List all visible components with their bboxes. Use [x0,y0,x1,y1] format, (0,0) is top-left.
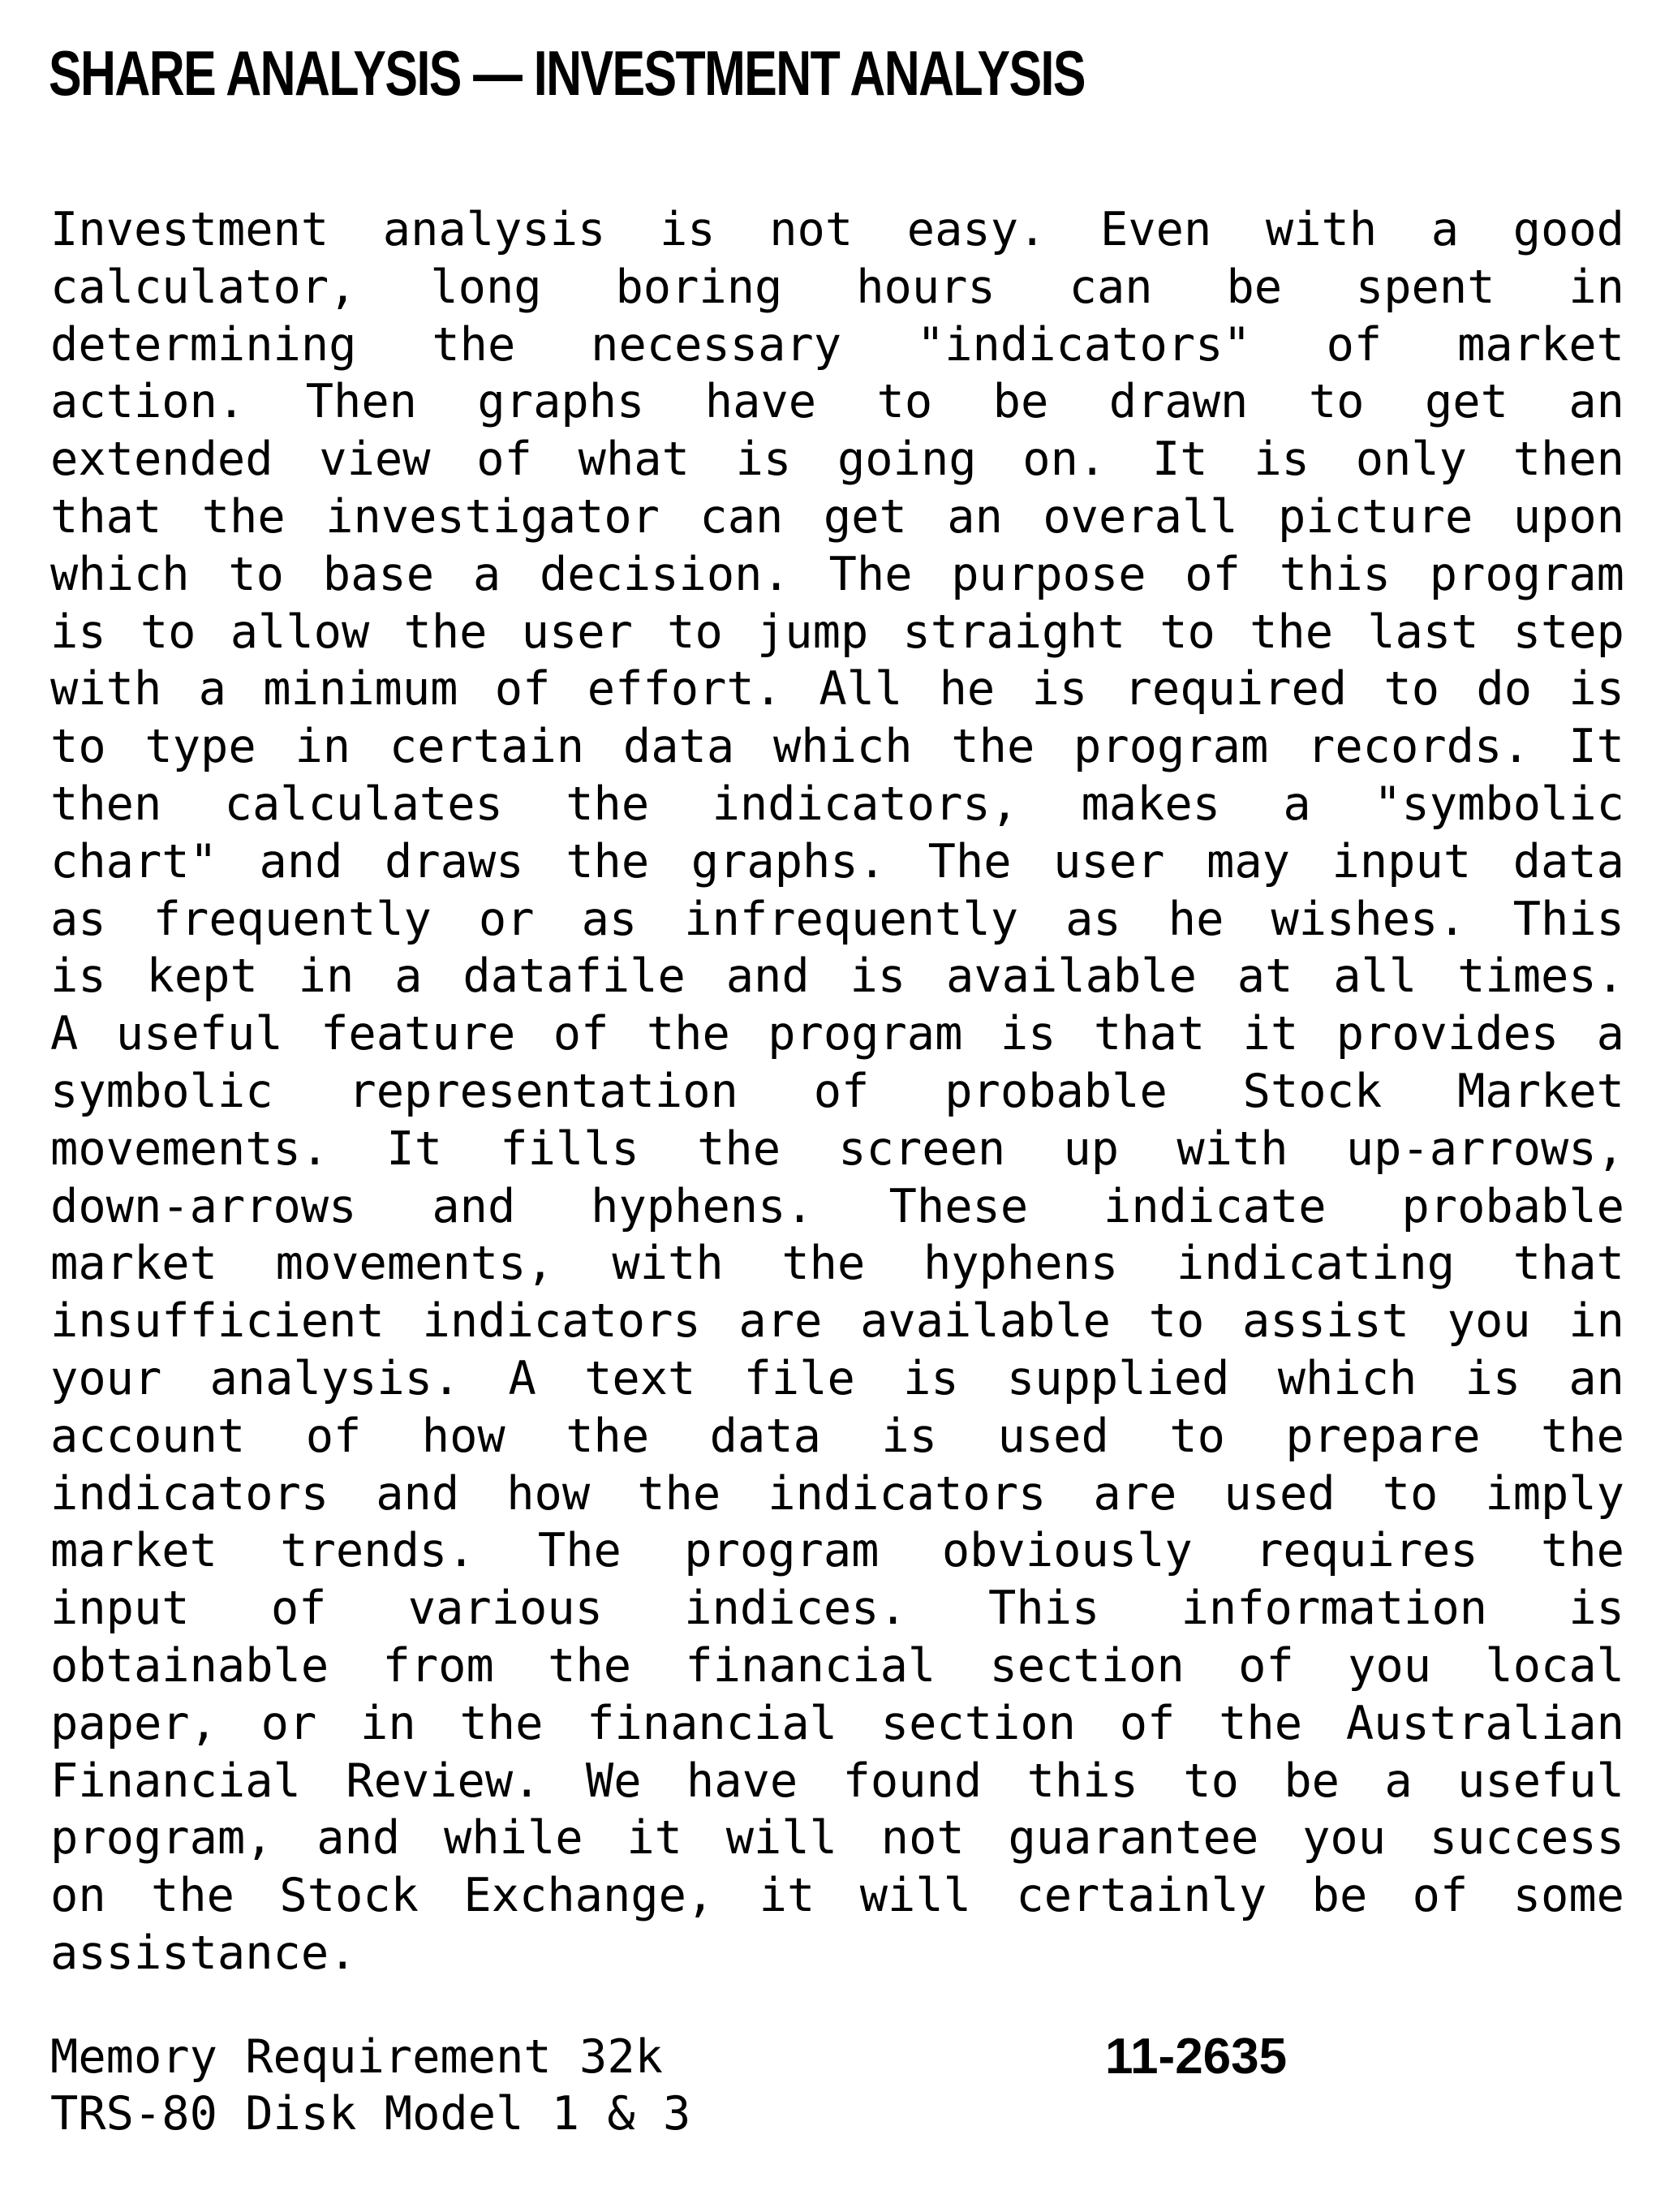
text-line: input of various indices. This information is [50,1582,1624,1636]
text-line: as frequently or as infrequently as he wishes. This [50,892,1624,946]
text-line: chart" and draws the graphs. The user may input data [50,834,1624,889]
text-line: paper, or in the financial section of the Australian [50,1696,1624,1750]
text-line: that the investigator can get an overall picture upon [50,489,1624,544]
text-line: to type in certain data which the program records. It [50,720,1624,774]
text-line: which to base a decision. The purpose of this program [50,547,1624,601]
text-line: your analysis. A text file is supplied which is an [50,1351,1624,1405]
system-requirement: TRS-80 Disk Model 1 & 3 [50,2087,691,2141]
product-code: 11-2635 [1105,2029,1288,2085]
footer-row-1 [50,2029,1624,2085]
product-footer [50,2029,1624,2142]
description-paragraph [50,201,1624,1982]
text-line: down-arrows and hyphens. These indicate probable [50,1179,1624,1233]
text-line: assistance. [50,1926,357,1980]
footer-row-2 [50,2085,1624,2142]
text-line: symbolic representation of probable Stock Market [50,1064,1624,1118]
text-line: Investment analysis is not easy. Even with a good [50,203,1624,256]
text-line: Financial Review. We have found this to be a useful [50,1754,1624,1808]
text-line: insufficient indicators are available to assist you in [50,1294,1624,1349]
text-line: determining the necessary "indicators" of market [50,317,1624,372]
text-line: is to allow the user to jump straight to the last step [50,605,1624,659]
text-line: extended view of what is going on. It is only then [50,433,1624,487]
memory-requirement: Memory Requirement 32k [50,2030,663,2084]
text-line: program, and while it will not guarantee you success [50,1811,1624,1866]
text-line: market movements, with the hyphens indicating that [50,1237,1624,1291]
text-line: calculator, long boring hours can be spent in [50,260,1624,314]
text-line: on the Stock Exchange, it will certainly be of some [50,1869,1624,1923]
text-line: movements. It fills the screen up with up-arrows, [50,1121,1624,1176]
text-line: then calculates the indicators, makes a "symbolic [50,777,1624,831]
text-line: action. Then graphs have to be drawn to get an [50,375,1624,429]
text-line: is kept in a datafile and is available at all times. [50,949,1624,1004]
text-line: A useful feature of the program is that it provides a [50,1007,1624,1061]
text-line: market trends. The program obviously requires the [50,1524,1624,1578]
page-title: SHARE ANALYSIS — INVESTMENT ANALYSIS [49,37,1085,109]
text-line: obtainable from the financial section of you local [50,1638,1624,1693]
text-line: indicators and how the indicators are used to imply [50,1466,1624,1521]
text-line: with a minimum of effort. All he is required to do is [50,662,1624,717]
text-line: account of how the data is used to prepare the [50,1409,1624,1463]
